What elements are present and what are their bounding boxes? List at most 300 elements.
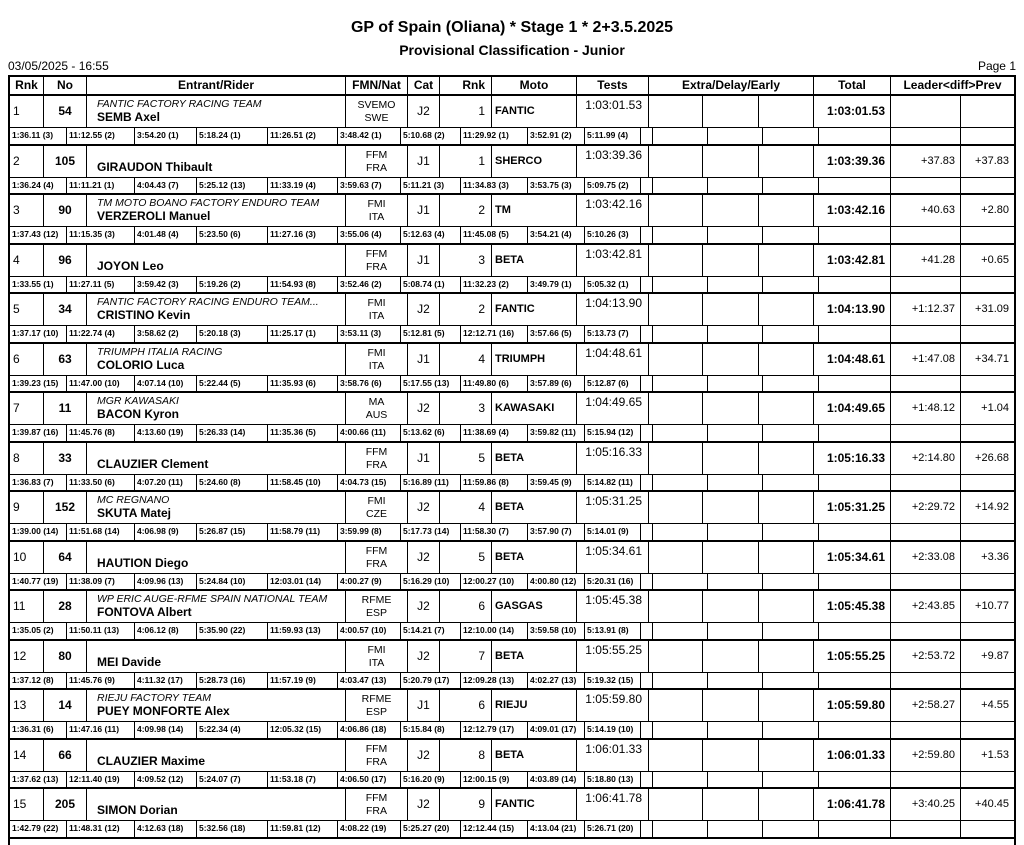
split-divider	[762, 376, 763, 392]
leader-diff: +2:53.72	[890, 641, 960, 672]
entrant-cell	[86, 690, 345, 721]
split-time: 11:11.21 (1)	[67, 178, 135, 194]
document-title: GP of Spain (Oliana) * Stage 1 * 2+3.5.2025	[350, 19, 674, 36]
motorcycle-brand: BETA	[491, 542, 576, 573]
entrant-cell	[86, 344, 345, 375]
rank-cell: 4	[13, 252, 20, 267]
table-row	[10, 542, 1014, 592]
rank-cell: 13	[13, 698, 27, 712]
category-rank: 7	[439, 641, 491, 672]
tests-time: 1:06:01.33	[576, 740, 648, 771]
leader-diff: +2:29.72	[890, 492, 960, 523]
extra-cell	[648, 641, 702, 672]
split-time: 11:38.69 (4)	[461, 425, 528, 441]
total-time: 1:05:31.25	[813, 492, 890, 523]
leader-diff: +2:14.80	[890, 443, 960, 474]
split-divider	[707, 425, 708, 441]
split-time: 3:57.89 (6)	[528, 376, 585, 392]
split-time: 4:07.20 (11)	[135, 475, 197, 491]
split-time: 12:12.71 (16)	[461, 326, 528, 342]
total-time: 1:03:42.16	[813, 195, 890, 226]
split-time: 4:01.48 (4)	[135, 227, 197, 243]
fmn-nat-cell	[345, 443, 407, 474]
split-divider	[652, 128, 653, 144]
stage-splits	[10, 523, 1014, 540]
split-divider	[707, 722, 708, 738]
table-row	[10, 641, 1014, 691]
split-time: 12:05.32 (15)	[268, 722, 338, 738]
rider-name: JOYON Leo	[97, 258, 164, 273]
split-time: 4:03.89 (14)	[528, 772, 585, 788]
split-time: 5:25.27 (20)	[401, 821, 461, 837]
leader-diff: +2:33.08	[890, 542, 960, 573]
split-time: 5:14.01 (9)	[585, 524, 641, 540]
split-time: 1:37.12 (8)	[10, 673, 67, 689]
split-time: 11:34.83 (3)	[461, 178, 528, 194]
split-time: 4:04.73 (15)	[338, 475, 401, 491]
split-time: 5:17.73 (14)	[401, 524, 461, 540]
nationality: ITA	[368, 359, 385, 372]
bib-number: 28	[43, 591, 86, 622]
extra-cell	[648, 740, 702, 771]
split-time: 11:58.45 (10)	[268, 475, 338, 491]
category: J1	[407, 690, 439, 721]
extra-cell	[758, 443, 813, 474]
tests-time: 1:04:49.65	[576, 393, 648, 424]
split-time: 11:29.92 (1)	[461, 128, 528, 144]
split-time: 4:09.01 (17)	[528, 722, 585, 738]
extra-cell	[702, 195, 758, 226]
split-time: 11:49.80 (6)	[461, 376, 528, 392]
category: J2	[407, 96, 439, 127]
split-time: 11:15.35 (3)	[67, 227, 135, 243]
federation: FMI	[367, 346, 386, 359]
fmn-nat-cell	[345, 789, 407, 820]
split-divider	[818, 277, 819, 293]
split-time: 12:12.79 (17)	[461, 722, 528, 738]
col-header-cat-rank: Rnk	[439, 77, 491, 94]
category: J2	[407, 542, 439, 573]
extra-cell	[648, 294, 702, 325]
stage-splits	[10, 820, 1014, 837]
category: J1	[407, 245, 439, 276]
split-time: 5:28.73 (16)	[197, 673, 268, 689]
split-divider	[818, 475, 819, 491]
split-time: 4:06.98 (9)	[135, 524, 197, 540]
rank-cell: 12	[13, 648, 27, 663]
category: J2	[407, 740, 439, 771]
split-time: 5:22.34 (4)	[197, 722, 268, 738]
extra-cell	[758, 690, 813, 721]
extra-cell	[702, 96, 758, 127]
prev-diff: +10.77	[960, 591, 1014, 622]
split-divider	[960, 524, 961, 540]
split-divider	[707, 524, 708, 540]
fmn-nat-cell	[345, 542, 407, 573]
split-divider	[652, 227, 653, 243]
split-time: 5:26.87 (15)	[197, 524, 268, 540]
extra-cell	[702, 492, 758, 523]
split-divider	[652, 178, 653, 194]
split-divider	[762, 524, 763, 540]
motorcycle-brand: TRIUMPH	[491, 344, 576, 375]
nationality: FRA	[366, 557, 387, 570]
federation: RFME	[361, 594, 392, 606]
split-time: 1:39.00 (14)	[10, 524, 67, 540]
stage-splits	[10, 622, 1014, 639]
split-time: 12:00.27 (10)	[461, 574, 528, 590]
split-divider	[652, 524, 653, 540]
bib-number: 54	[43, 96, 86, 127]
extra-cell	[702, 789, 758, 820]
prev-diff: +0.65	[960, 245, 1014, 276]
split-time: 5:18.24 (1)	[197, 128, 268, 144]
nationality: ITA	[368, 211, 385, 223]
split-time: 4:06.86 (18)	[338, 722, 401, 738]
split-time: 5:13.62 (6)	[401, 425, 461, 441]
split-time: 11:51.68 (14)	[67, 524, 135, 540]
table-row	[10, 294, 1014, 344]
split-time: 3:58.62 (2)	[135, 326, 197, 342]
split-divider	[818, 178, 819, 194]
total-time: 1:04:13.90	[813, 294, 890, 325]
col-header-tests: Tests	[576, 77, 648, 94]
bib-number: 14	[43, 690, 86, 721]
split-time: 4:13.60 (19)	[135, 425, 197, 441]
col-header-rnk: Rnk	[15, 78, 38, 92]
split-time: 11:45.76 (9)	[67, 673, 135, 689]
split-time: 12:03.01 (14)	[268, 574, 338, 590]
category-rank: 3	[439, 245, 491, 276]
split-time: 4:12.63 (18)	[135, 821, 197, 837]
category-rank: 5	[439, 542, 491, 573]
tests-time: 1:03:42.16	[576, 195, 648, 226]
tests-time: 1:06:41.78	[576, 789, 648, 820]
prev-diff: +37.83	[960, 146, 1014, 177]
federation: FFM	[365, 247, 388, 260]
split-divider	[960, 227, 961, 243]
split-time: 4:09.52 (12)	[135, 772, 197, 788]
split-time: 5:12.87 (6)	[585, 376, 641, 392]
split-time: 3:53.75 (3)	[528, 178, 585, 194]
split-divider	[818, 425, 819, 441]
total-time: 1:05:45.38	[813, 591, 890, 622]
tests-time: 1:04:48.61	[576, 344, 648, 375]
extra-cell	[758, 740, 813, 771]
entrant-cell	[86, 789, 345, 820]
rank-cell: 1	[13, 104, 20, 118]
stage-splits	[10, 721, 1014, 738]
extra-cell	[702, 146, 758, 177]
split-time: 3:59.99 (8)	[338, 524, 401, 540]
table-row	[10, 740, 1014, 790]
split-divider	[652, 772, 653, 788]
split-time: 1:35.05 (2)	[10, 623, 67, 639]
leader-diff: +1:12.37	[890, 294, 960, 325]
split-divider	[890, 326, 891, 342]
fmn-nat-cell	[345, 492, 407, 523]
rider-name: CLAUZIER Maxime	[97, 753, 206, 768]
stage-splits	[10, 573, 1014, 590]
extra-cell	[758, 393, 813, 424]
split-time: 12:00.15 (9)	[461, 772, 528, 788]
split-time: 1:36.31 (6)	[10, 722, 67, 738]
split-time: 5:23.50 (6)	[197, 227, 268, 243]
split-time: 11:58.79 (11)	[268, 524, 338, 540]
nationality: SWE	[364, 112, 389, 124]
split-divider	[960, 475, 961, 491]
split-divider	[960, 178, 961, 194]
split-time: 3:58.76 (6)	[338, 376, 401, 392]
fmn-nat-cell	[345, 96, 407, 127]
table-row	[10, 245, 1014, 295]
tests-time: 1:05:34.61	[576, 542, 648, 573]
table-row	[10, 96, 1014, 146]
split-divider	[762, 821, 763, 837]
motorcycle-brand: FANTIC	[491, 294, 576, 325]
split-divider	[652, 623, 653, 639]
split-divider	[818, 227, 819, 243]
rider-name: CRISTINO Kevin	[97, 308, 191, 322]
col-header-no: No	[43, 77, 86, 94]
split-time: 5:35.90 (22)	[197, 623, 268, 639]
team-name: FANTIC FACTORY RACING TEAM	[97, 98, 262, 110]
extra-cell	[702, 393, 758, 424]
split-divider	[960, 574, 961, 590]
split-divider	[762, 623, 763, 639]
bib-number: 34	[43, 294, 86, 325]
stage-splits	[10, 177, 1014, 194]
rider-name: SEMB Axel	[97, 110, 160, 124]
nationality: CZE	[366, 508, 387, 520]
rank-cell: 11	[13, 599, 26, 613]
extra-cell	[648, 492, 702, 523]
category: J1	[407, 195, 439, 226]
split-divider	[890, 425, 891, 441]
motorcycle-brand: RIEJU	[491, 690, 576, 721]
entrant-cell	[86, 591, 345, 622]
table-body	[10, 96, 1014, 839]
total-time: 1:05:59.80	[813, 690, 890, 721]
stage-splits	[10, 325, 1014, 342]
team-name: FANTIC FACTORY RACING ENDURO TEAM...	[97, 296, 319, 308]
split-time: 3:53.11 (3)	[338, 326, 401, 342]
prev-diff: +1.04	[960, 393, 1014, 424]
category-rank: 9	[439, 789, 491, 820]
split-time: 5:19.26 (2)	[197, 277, 268, 293]
nationality: ESP	[365, 706, 387, 718]
split-time: 11:57.19 (9)	[268, 673, 338, 689]
federation: FMI	[367, 643, 386, 656]
prev-diff: +4.55	[960, 690, 1014, 721]
page-number: Page 1	[977, 59, 1016, 73]
motorcycle-brand: GASGAS	[491, 591, 576, 622]
split-time: 11:35.93 (6)	[268, 376, 338, 392]
total-time: 1:05:16.33	[813, 443, 890, 474]
classification-table	[8, 75, 1016, 845]
split-time: 5:24.07 (7)	[197, 772, 268, 788]
split-divider	[818, 326, 819, 342]
total-time: 1:04:48.61	[813, 344, 890, 375]
prev-diff: +1.53	[960, 740, 1014, 771]
table-row	[10, 591, 1014, 641]
motorcycle-brand: TM	[491, 195, 576, 226]
fmn-nat-cell	[345, 195, 407, 226]
split-time: 5:15.94 (12)	[585, 425, 641, 441]
split-divider	[707, 772, 708, 788]
split-time: 5:16.20 (9)	[401, 772, 461, 788]
extra-cell	[648, 344, 702, 375]
leader-diff: +40.63	[890, 195, 960, 226]
nationality: ITA	[368, 310, 385, 322]
split-time: 3:59.82 (11)	[528, 425, 585, 441]
split-divider	[762, 178, 763, 194]
entrant-cell	[86, 96, 345, 127]
leader-diff: +2:59.80	[890, 740, 960, 771]
split-divider	[762, 425, 763, 441]
split-time: 5:25.12 (13)	[197, 178, 268, 194]
split-time: 1:33.55 (1)	[10, 277, 67, 293]
stage-splits	[10, 672, 1014, 689]
split-divider	[818, 623, 819, 639]
tests-time: 1:05:45.38	[576, 591, 648, 622]
split-time: 5:16.29 (10)	[401, 574, 461, 590]
stage-splits	[10, 127, 1014, 144]
split-divider	[762, 673, 763, 689]
rank-cell: 5	[13, 302, 20, 316]
bib-number: 63	[43, 344, 86, 375]
split-divider	[652, 376, 653, 392]
stage-splits	[10, 424, 1014, 441]
rank-cell: 8	[13, 450, 20, 465]
split-divider	[818, 821, 819, 837]
table-row	[10, 344, 1014, 394]
rider-name: FONTOVA Albert	[97, 605, 192, 619]
split-divider	[960, 722, 961, 738]
leader-diff: +2:43.85	[890, 591, 960, 622]
split-time: 4:07.14 (10)	[135, 376, 197, 392]
split-time: 4:09.96 (13)	[135, 574, 197, 590]
split-time: 5:11.99 (4)	[585, 128, 641, 144]
split-time: 5:20.31 (16)	[585, 574, 641, 590]
rider-name: PUEY MONFORTE Alex	[97, 704, 230, 718]
motorcycle-brand: BETA	[491, 245, 576, 276]
category: J2	[407, 294, 439, 325]
motorcycle-brand: SHERCO	[491, 146, 576, 177]
split-divider	[652, 722, 653, 738]
split-time: 3:52.91 (2)	[528, 128, 585, 144]
total-time: 1:03:01.53	[813, 96, 890, 127]
bib-number: 96	[43, 245, 86, 276]
split-divider	[960, 277, 961, 293]
split-time: 3:59.63 (7)	[338, 178, 401, 194]
rider-name: SKUTA Matej	[97, 506, 172, 520]
split-divider	[960, 623, 961, 639]
stage-splits	[10, 474, 1014, 491]
split-time: 5:13.73 (7)	[585, 326, 641, 342]
split-time: 4:00.66 (11)	[338, 425, 401, 441]
split-divider	[707, 673, 708, 689]
split-divider	[652, 425, 653, 441]
extra-cell	[758, 492, 813, 523]
split-divider	[652, 673, 653, 689]
extra-cell	[648, 393, 702, 424]
extra-cell	[758, 591, 813, 622]
prev-diff: +26.68	[960, 443, 1014, 474]
prev-diff: +9.87	[960, 641, 1014, 672]
split-time: 5:22.44 (5)	[197, 376, 268, 392]
prev-diff: +31.09	[960, 294, 1014, 325]
nationality: ESP	[365, 607, 387, 619]
bib-number: 105	[43, 146, 86, 177]
extra-cell	[702, 542, 758, 573]
split-divider	[707, 623, 708, 639]
motorcycle-brand: BETA	[491, 443, 576, 474]
split-divider	[707, 475, 708, 491]
split-divider	[762, 574, 763, 590]
motorcycle-brand: BETA	[491, 492, 576, 523]
split-time: 4:13.04 (21)	[528, 821, 585, 837]
split-divider	[762, 475, 763, 491]
split-divider	[960, 128, 961, 144]
split-divider	[960, 425, 961, 441]
rider-name: COLORIO Luca	[97, 357, 185, 372]
fmn-nat-cell	[345, 740, 407, 771]
split-time: 11:25.17 (1)	[268, 326, 338, 342]
split-time: 11:33.50 (6)	[67, 475, 135, 491]
split-time: 5:19.32 (15)	[585, 673, 641, 689]
table-header	[10, 77, 1014, 96]
split-time: 1:36.24 (4)	[10, 178, 67, 194]
total-time: 1:03:42.81	[813, 245, 890, 276]
split-divider	[762, 227, 763, 243]
split-divider	[890, 277, 891, 293]
extra-cell	[648, 690, 702, 721]
fmn-nat-cell	[345, 393, 407, 424]
federation: FMI	[367, 495, 386, 507]
split-time: 5:09.75 (2)	[585, 178, 641, 194]
rank-cell: 15	[13, 797, 27, 811]
rank-cell: 14	[13, 747, 27, 762]
rider-name: CLAUZIER Clement	[97, 456, 209, 471]
extra-cell	[758, 789, 813, 820]
split-time: 11:33.19 (4)	[268, 178, 338, 194]
extra-cell	[648, 96, 702, 127]
split-time: 5:32.56 (18)	[197, 821, 268, 837]
split-divider	[818, 673, 819, 689]
split-time: 3:49.79 (1)	[528, 277, 585, 293]
extra-cell	[648, 443, 702, 474]
split-divider	[762, 277, 763, 293]
entrant-cell	[86, 146, 345, 177]
split-divider	[818, 722, 819, 738]
split-time: 5:16.89 (11)	[401, 475, 461, 491]
fmn-nat-cell	[345, 690, 407, 721]
federation: FFM	[365, 148, 388, 161]
rank-cell: 2	[13, 153, 20, 168]
stage-splits	[10, 771, 1014, 788]
split-divider	[707, 277, 708, 293]
split-divider	[960, 326, 961, 342]
extra-cell	[702, 294, 758, 325]
extra-cell	[702, 344, 758, 375]
split-divider	[890, 376, 891, 392]
category-rank: 6	[439, 591, 491, 622]
total-time: 1:04:49.65	[813, 393, 890, 424]
category-rank: 2	[439, 195, 491, 226]
split-divider	[890, 673, 891, 689]
split-time: 4:02.27 (13)	[528, 673, 585, 689]
